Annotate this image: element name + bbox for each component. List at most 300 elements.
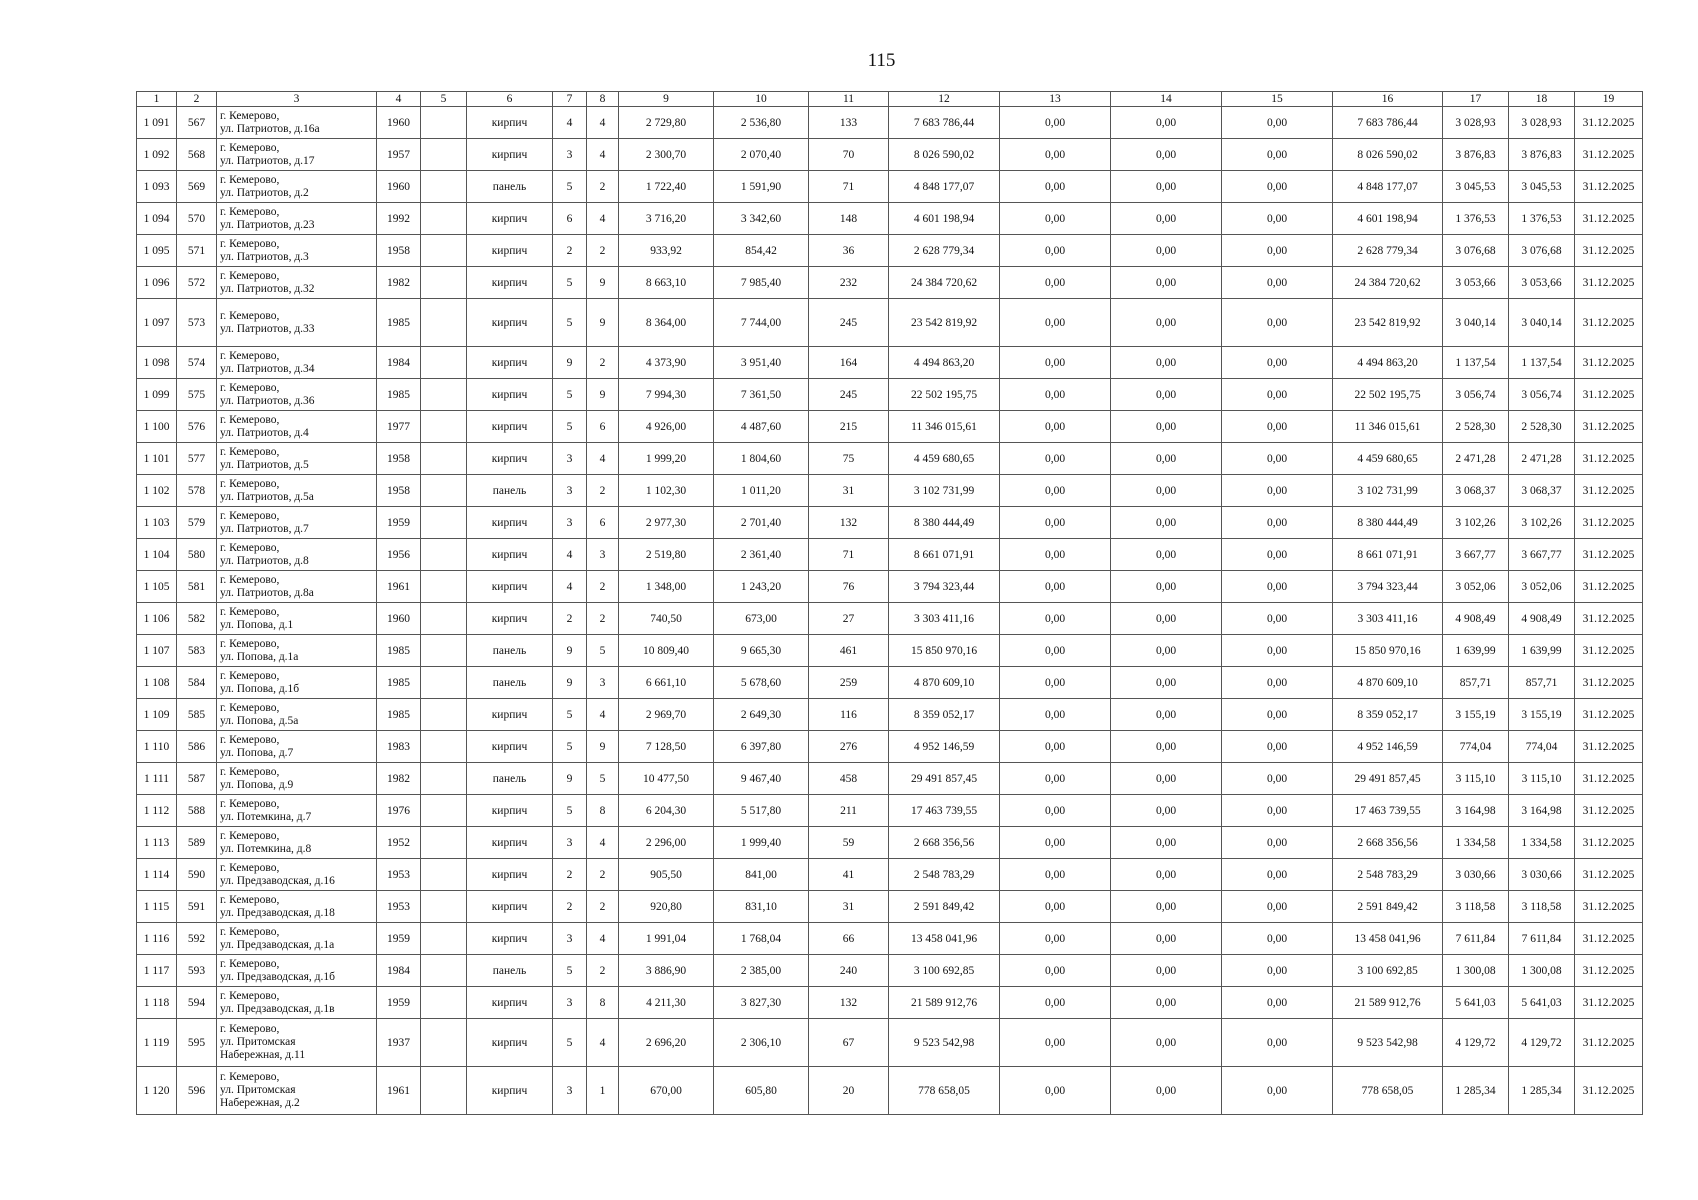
cell-c5 <box>421 411 467 443</box>
address-line: г. Кемерово, <box>220 829 280 842</box>
column-header-13: 13 <box>1000 92 1111 107</box>
cell-c15: 0,00 <box>1222 347 1333 379</box>
cell-id: 584 <box>177 667 217 699</box>
cell-c5 <box>421 667 467 699</box>
address-line: г. Кемерово, <box>220 733 280 746</box>
cell-year: 1960 <box>377 171 421 203</box>
address-line: ул. Предзаводская, д.16 <box>220 874 335 887</box>
cell-id: 586 <box>177 731 217 763</box>
cell-c12: 11 346 015,61 <box>889 411 1000 443</box>
cell-n: 1 113 <box>137 827 177 859</box>
cell-c13: 0,00 <box>1000 1019 1111 1067</box>
cell-n: 1 112 <box>137 795 177 827</box>
cell-c14: 0,00 <box>1111 955 1222 987</box>
cell-c12: 3 100 692,85 <box>889 955 1000 987</box>
cell-en: 2 <box>587 171 619 203</box>
cell-a10: 1 591,90 <box>714 171 809 203</box>
cell-c14: 0,00 <box>1111 235 1222 267</box>
column-header-6: 6 <box>467 92 553 107</box>
cell-c16: 17 463 739,55 <box>1333 795 1443 827</box>
cell-c18: 3 164,98 <box>1509 795 1575 827</box>
cell-addr <box>217 379 377 411</box>
cell-c17: 1 300,08 <box>1443 955 1509 987</box>
cell-c14: 0,00 <box>1111 139 1222 171</box>
cell-a9: 3 716,20 <box>619 203 714 235</box>
address-line: ул. Патриотов, д.8а <box>220 586 314 599</box>
cell-fl: 5 <box>553 411 587 443</box>
cell-id: 573 <box>177 299 217 347</box>
address-line: г. Кемерово, <box>220 1023 280 1035</box>
cell-fl: 4 <box>553 107 587 139</box>
cell-en: 2 <box>587 475 619 507</box>
cell-c18: 2 471,28 <box>1509 443 1575 475</box>
cell-c5 <box>421 347 467 379</box>
cell-year: 1984 <box>377 955 421 987</box>
cell-n: 1 107 <box>137 635 177 667</box>
cell-c18: 3 068,37 <box>1509 475 1575 507</box>
cell-c11: 461 <box>809 635 889 667</box>
cell-c16: 778 658,05 <box>1333 1067 1443 1115</box>
cell-n: 1 116 <box>137 923 177 955</box>
cell-n: 1 091 <box>137 107 177 139</box>
cell-c17: 1 376,53 <box>1443 203 1509 235</box>
cell-c14: 0,00 <box>1111 411 1222 443</box>
cell-n: 1 118 <box>137 987 177 1019</box>
cell-mat: кирпич <box>467 891 553 923</box>
cell-addr <box>217 299 377 347</box>
table-row <box>137 139 1643 171</box>
cell-a10: 1 999,40 <box>714 827 809 859</box>
cell-c11: 211 <box>809 795 889 827</box>
cell-fl: 6 <box>553 203 587 235</box>
cell-year: 1982 <box>377 267 421 299</box>
cell-en: 2 <box>587 235 619 267</box>
cell-a10: 854,42 <box>714 235 809 267</box>
cell-c13: 0,00 <box>1000 235 1111 267</box>
cell-n: 1 111 <box>137 763 177 795</box>
address-line: г. Кемерово, <box>220 237 280 250</box>
cell-date: 31.12.2025 <box>1575 299 1643 347</box>
cell-date: 31.12.2025 <box>1575 539 1643 571</box>
cell-c11: 259 <box>809 667 889 699</box>
cell-c17: 3 164,98 <box>1443 795 1509 827</box>
cell-c12: 2 548 783,29 <box>889 859 1000 891</box>
table-row <box>137 107 1643 139</box>
cell-c11: 41 <box>809 859 889 891</box>
cell-c17: 3 115,10 <box>1443 763 1509 795</box>
cell-c17: 4 908,49 <box>1443 603 1509 635</box>
cell-a9: 1 999,20 <box>619 443 714 475</box>
cell-c12: 13 458 041,96 <box>889 923 1000 955</box>
cell-n: 1 092 <box>137 139 177 171</box>
cell-date: 31.12.2025 <box>1575 203 1643 235</box>
cell-c17: 2 528,30 <box>1443 411 1509 443</box>
cell-addr <box>217 891 377 923</box>
table-row <box>137 299 1643 347</box>
cell-c17: 1 334,58 <box>1443 827 1509 859</box>
cell-mat: кирпич <box>467 411 553 443</box>
address-line: г. Кемерово, <box>220 893 280 906</box>
cell-c5 <box>421 923 467 955</box>
cell-c15: 0,00 <box>1222 571 1333 603</box>
cell-date: 31.12.2025 <box>1575 699 1643 731</box>
cell-c14: 0,00 <box>1111 475 1222 507</box>
cell-c15: 0,00 <box>1222 923 1333 955</box>
cell-a9: 3 886,90 <box>619 955 714 987</box>
cell-fl: 5 <box>553 731 587 763</box>
cell-c13: 0,00 <box>1000 411 1111 443</box>
cell-c11: 245 <box>809 379 889 411</box>
cell-c16: 21 589 912,76 <box>1333 987 1443 1019</box>
cell-mat: панель <box>467 635 553 667</box>
cell-a9: 8 663,10 <box>619 267 714 299</box>
cell-en: 4 <box>587 139 619 171</box>
cell-c12: 29 491 857,45 <box>889 763 1000 795</box>
cell-a9: 10 477,50 <box>619 763 714 795</box>
cell-c12: 21 589 912,76 <box>889 987 1000 1019</box>
cell-mat: кирпич <box>467 139 553 171</box>
cell-c13: 0,00 <box>1000 891 1111 923</box>
cell-c5 <box>421 379 467 411</box>
cell-en: 4 <box>587 699 619 731</box>
cell-c16: 9 523 542,98 <box>1333 1019 1443 1067</box>
cell-c18: 3 045,53 <box>1509 171 1575 203</box>
table-row <box>137 171 1643 203</box>
cell-a9: 905,50 <box>619 859 714 891</box>
cell-c17: 3 076,68 <box>1443 235 1509 267</box>
cell-c17: 3 056,74 <box>1443 379 1509 411</box>
cell-mat: кирпич <box>467 299 553 347</box>
cell-n: 1 114 <box>137 859 177 891</box>
address-line: ул. Патриотов, д.32 <box>220 282 315 295</box>
cell-c13: 0,00 <box>1000 539 1111 571</box>
cell-en: 3 <box>587 667 619 699</box>
cell-c17: 3 667,77 <box>1443 539 1509 571</box>
cell-addr <box>217 1067 377 1115</box>
cell-c13: 0,00 <box>1000 267 1111 299</box>
cell-a9: 7 994,30 <box>619 379 714 411</box>
cell-c16: 2 548 783,29 <box>1333 859 1443 891</box>
cell-id: 585 <box>177 699 217 731</box>
cell-c14: 0,00 <box>1111 635 1222 667</box>
page-number: 115 <box>867 50 896 71</box>
table-row <box>137 731 1643 763</box>
cell-year: 1956 <box>377 539 421 571</box>
cell-mat: панель <box>467 667 553 699</box>
column-header-7: 7 <box>553 92 587 107</box>
cell-c14: 0,00 <box>1111 203 1222 235</box>
cell-n: 1 095 <box>137 235 177 267</box>
cell-c17: 3 053,66 <box>1443 267 1509 299</box>
cell-c11: 59 <box>809 827 889 859</box>
cell-a10: 2 701,40 <box>714 507 809 539</box>
cell-mat: кирпич <box>467 203 553 235</box>
cell-c16: 8 359 052,17 <box>1333 699 1443 731</box>
cell-year: 1960 <box>377 107 421 139</box>
cell-mat: кирпич <box>467 379 553 411</box>
cell-fl: 5 <box>553 1019 587 1067</box>
cell-a10: 3 342,60 <box>714 203 809 235</box>
address-line: ул. Патриотов, д.33 <box>220 322 315 335</box>
cell-date: 31.12.2025 <box>1575 827 1643 859</box>
cell-c13: 0,00 <box>1000 827 1111 859</box>
table-row <box>137 475 1643 507</box>
cell-c5 <box>421 1067 467 1115</box>
cell-en: 5 <box>587 763 619 795</box>
address-line: г. Кемерово, <box>220 989 280 1002</box>
cell-c18: 3 028,93 <box>1509 107 1575 139</box>
cell-mat: кирпич <box>467 923 553 955</box>
cell-c17: 3 068,37 <box>1443 475 1509 507</box>
cell-a9: 8 364,00 <box>619 299 714 347</box>
cell-c18: 1 376,53 <box>1509 203 1575 235</box>
table-row <box>137 203 1643 235</box>
cell-c14: 0,00 <box>1111 859 1222 891</box>
cell-c12: 7 683 786,44 <box>889 107 1000 139</box>
cell-addr <box>217 571 377 603</box>
column-header-11: 11 <box>809 92 889 107</box>
address-line: ул. Притомская <box>220 1036 296 1048</box>
cell-c18: 3 052,06 <box>1509 571 1575 603</box>
cell-c13: 0,00 <box>1000 987 1111 1019</box>
cell-id: 574 <box>177 347 217 379</box>
address-line: ул. Патриотов, д.7 <box>220 522 309 535</box>
cell-fl: 3 <box>553 475 587 507</box>
cell-date: 31.12.2025 <box>1575 411 1643 443</box>
cell-mat: кирпич <box>467 987 553 1019</box>
column-number-row <box>137 92 1643 107</box>
cell-en: 8 <box>587 987 619 1019</box>
cell-en: 4 <box>587 107 619 139</box>
housing-table <box>136 91 1643 1115</box>
cell-c13: 0,00 <box>1000 475 1111 507</box>
cell-fl: 9 <box>553 635 587 667</box>
cell-c18: 3 102,26 <box>1509 507 1575 539</box>
cell-addr <box>217 827 377 859</box>
cell-en: 4 <box>587 1019 619 1067</box>
cell-c12: 4 494 863,20 <box>889 347 1000 379</box>
address-line: г. Кемерово, <box>220 173 280 186</box>
cell-a9: 10 809,40 <box>619 635 714 667</box>
cell-c11: 71 <box>809 539 889 571</box>
cell-year: 1958 <box>377 443 421 475</box>
cell-date: 31.12.2025 <box>1575 507 1643 539</box>
cell-fl: 5 <box>553 379 587 411</box>
cell-en: 3 <box>587 539 619 571</box>
cell-c5 <box>421 795 467 827</box>
cell-c17: 1 137,54 <box>1443 347 1509 379</box>
cell-c5 <box>421 507 467 539</box>
address-line: ул. Попова, д.9 <box>220 778 294 791</box>
cell-fl: 9 <box>553 667 587 699</box>
address-line: ул. Патриотов, д.5 <box>220 458 309 471</box>
cell-en: 9 <box>587 299 619 347</box>
cell-n: 1 117 <box>137 955 177 987</box>
cell-date: 31.12.2025 <box>1575 443 1643 475</box>
cell-c18: 3 056,74 <box>1509 379 1575 411</box>
cell-n: 1 100 <box>137 411 177 443</box>
cell-c18: 4 129,72 <box>1509 1019 1575 1067</box>
cell-c5 <box>421 475 467 507</box>
cell-c15: 0,00 <box>1222 203 1333 235</box>
cell-mat: кирпич <box>467 507 553 539</box>
address-line: Набережная, д.11 <box>220 1049 306 1061</box>
address-line: ул. Попова, д.1б <box>220 682 300 695</box>
cell-c13: 0,00 <box>1000 731 1111 763</box>
address-line: ул. Патриотов, д.4 <box>220 426 309 439</box>
address-line: ул. Патриотов, д.23 <box>220 218 315 231</box>
cell-c17: 4 129,72 <box>1443 1019 1509 1067</box>
cell-c12: 8 661 071,91 <box>889 539 1000 571</box>
cell-c13: 0,00 <box>1000 763 1111 795</box>
cell-fl: 2 <box>553 859 587 891</box>
cell-c5 <box>421 235 467 267</box>
cell-n: 1 103 <box>137 507 177 539</box>
cell-c11: 132 <box>809 507 889 539</box>
address-line: г. Кемерово, <box>220 861 280 874</box>
table-row <box>137 379 1643 411</box>
cell-c13: 0,00 <box>1000 923 1111 955</box>
address-line: г. Кемерово, <box>220 205 280 218</box>
cell-date: 31.12.2025 <box>1575 571 1643 603</box>
cell-c15: 0,00 <box>1222 987 1333 1019</box>
cell-c11: 148 <box>809 203 889 235</box>
cell-c5 <box>421 299 467 347</box>
cell-addr <box>217 1019 377 1067</box>
cell-year: 1983 <box>377 731 421 763</box>
cell-c12: 4 848 177,07 <box>889 171 1000 203</box>
cell-c5 <box>421 891 467 923</box>
cell-id: 568 <box>177 139 217 171</box>
cell-c13: 0,00 <box>1000 347 1111 379</box>
cell-c14: 0,00 <box>1111 987 1222 1019</box>
cell-c5 <box>421 139 467 171</box>
cell-en: 2 <box>587 603 619 635</box>
cell-en: 8 <box>587 795 619 827</box>
cell-c17: 3 045,53 <box>1443 171 1509 203</box>
cell-year: 1953 <box>377 859 421 891</box>
cell-id: 577 <box>177 443 217 475</box>
cell-c11: 240 <box>809 955 889 987</box>
cell-a10: 2 385,00 <box>714 955 809 987</box>
cell-c12: 8 026 590,02 <box>889 139 1000 171</box>
cell-c11: 31 <box>809 891 889 923</box>
cell-c12: 4 601 198,94 <box>889 203 1000 235</box>
cell-c12: 9 523 542,98 <box>889 1019 1000 1067</box>
address-line: г. Кемерово, <box>220 701 280 714</box>
table-row <box>137 539 1643 571</box>
cell-a10: 1 011,20 <box>714 475 809 507</box>
cell-c17: 1 639,99 <box>1443 635 1509 667</box>
cell-c18: 3 076,68 <box>1509 235 1575 267</box>
cell-mat: кирпич <box>467 859 553 891</box>
cell-c12: 8 380 444,49 <box>889 507 1000 539</box>
cell-en: 2 <box>587 955 619 987</box>
cell-c5 <box>421 955 467 987</box>
cell-c11: 116 <box>809 699 889 731</box>
cell-c12: 22 502 195,75 <box>889 379 1000 411</box>
column-header-1: 1 <box>137 92 177 107</box>
cell-date: 31.12.2025 <box>1575 107 1643 139</box>
cell-mat: кирпич <box>467 1067 553 1115</box>
cell-c15: 0,00 <box>1222 299 1333 347</box>
cell-c13: 0,00 <box>1000 107 1111 139</box>
cell-a9: 1 102,30 <box>619 475 714 507</box>
cell-c16: 3 794 323,44 <box>1333 571 1443 603</box>
cell-year: 1959 <box>377 507 421 539</box>
cell-mat: панель <box>467 171 553 203</box>
cell-c15: 0,00 <box>1222 507 1333 539</box>
cell-id: 575 <box>177 379 217 411</box>
cell-a10: 841,00 <box>714 859 809 891</box>
address-line: ул. Патриотов, д.2 <box>220 186 309 199</box>
cell-en: 2 <box>587 571 619 603</box>
cell-c14: 0,00 <box>1111 699 1222 731</box>
cell-c15: 0,00 <box>1222 539 1333 571</box>
address-line: г. Кемерово, <box>220 1071 280 1083</box>
address-line: ул. Патриотов, д.36 <box>220 394 315 407</box>
cell-fl: 3 <box>553 443 587 475</box>
cell-fl: 4 <box>553 539 587 571</box>
cell-c5 <box>421 699 467 731</box>
cell-fl: 2 <box>553 235 587 267</box>
table-row <box>137 667 1643 699</box>
cell-a9: 920,80 <box>619 891 714 923</box>
table-row <box>137 699 1643 731</box>
cell-a10: 2 070,40 <box>714 139 809 171</box>
cell-c16: 15 850 970,16 <box>1333 635 1443 667</box>
cell-addr <box>217 139 377 171</box>
cell-c18: 1 334,58 <box>1509 827 1575 859</box>
address-line: ул. Попова, д.5а <box>220 714 299 727</box>
cell-c15: 0,00 <box>1222 827 1333 859</box>
cell-c15: 0,00 <box>1222 475 1333 507</box>
cell-c17: 5 641,03 <box>1443 987 1509 1019</box>
cell-en: 6 <box>587 507 619 539</box>
cell-id: 578 <box>177 475 217 507</box>
cell-c17: 3 030,66 <box>1443 859 1509 891</box>
cell-addr <box>217 667 377 699</box>
cell-c12: 24 384 720,62 <box>889 267 1000 299</box>
cell-fl: 5 <box>553 955 587 987</box>
cell-c18: 3 155,19 <box>1509 699 1575 731</box>
cell-c11: 245 <box>809 299 889 347</box>
table-row <box>137 923 1643 955</box>
cell-fl: 3 <box>553 827 587 859</box>
cell-addr <box>217 171 377 203</box>
cell-c14: 0,00 <box>1111 667 1222 699</box>
cell-n: 1 094 <box>137 203 177 235</box>
cell-year: 1937 <box>377 1019 421 1067</box>
address-line: ул. Патриотов, д.16а <box>220 122 320 135</box>
cell-date: 31.12.2025 <box>1575 603 1643 635</box>
address-line: ул. Попова, д.1а <box>220 650 299 663</box>
cell-c15: 0,00 <box>1222 731 1333 763</box>
cell-year: 1985 <box>377 635 421 667</box>
cell-a10: 605,80 <box>714 1067 809 1115</box>
cell-c15: 0,00 <box>1222 171 1333 203</box>
cell-mat: кирпич <box>467 795 553 827</box>
cell-addr <box>217 635 377 667</box>
address-line: г. Кемерово, <box>220 445 280 458</box>
cell-a10: 5 517,80 <box>714 795 809 827</box>
address-line: ул. Притомская <box>220 1084 296 1096</box>
column-header-12: 12 <box>889 92 1000 107</box>
cell-year: 1977 <box>377 411 421 443</box>
cell-c11: 458 <box>809 763 889 795</box>
cell-c15: 0,00 <box>1222 859 1333 891</box>
cell-c5 <box>421 267 467 299</box>
